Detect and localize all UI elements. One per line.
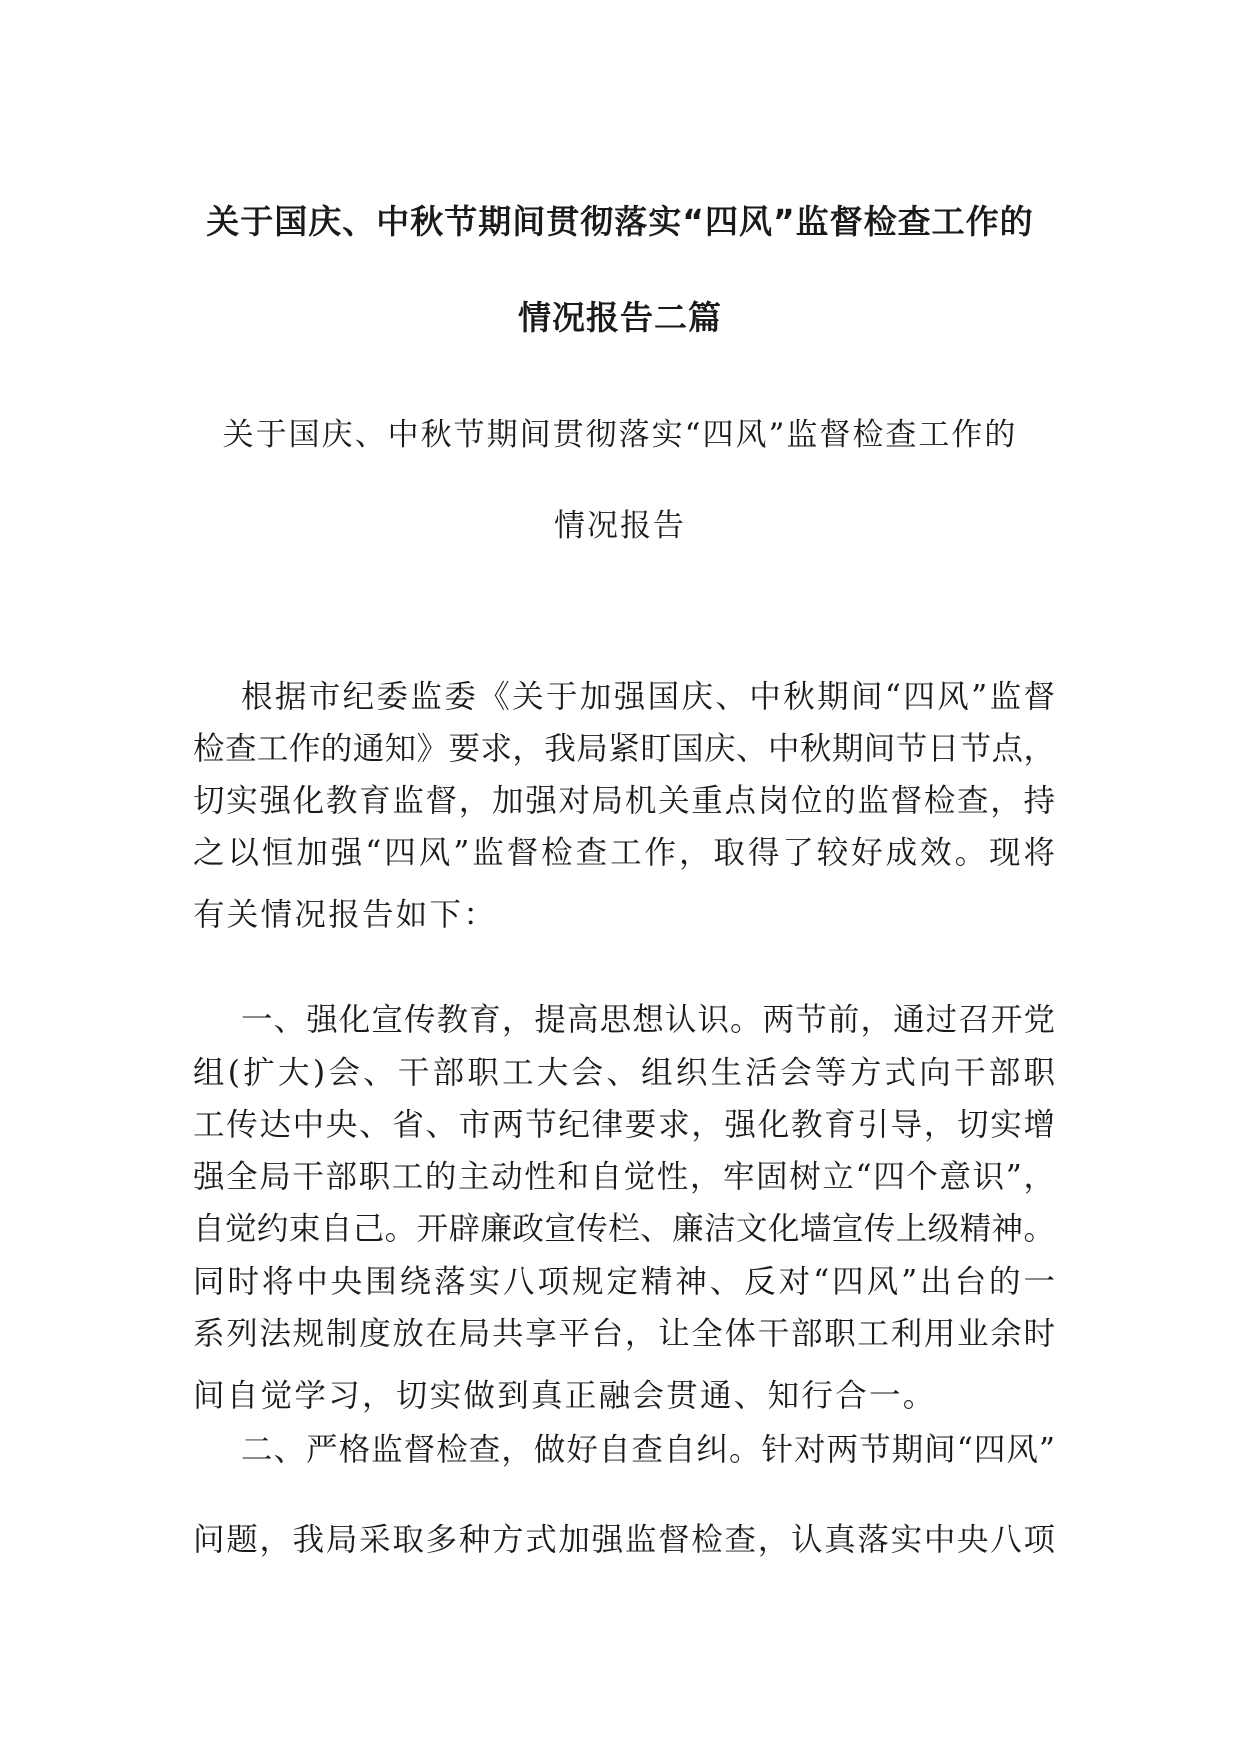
paragraph-2-line-8: 间自觉学习，切实做到真正融会贯通、知行合一。	[193, 1378, 937, 1414]
paragraph-1-line-5: 有关情况报告如下：	[193, 897, 498, 933]
paragraph-2-line-6: 同时将中央围绕落实八项规定精神、反对“四风”出台的一	[193, 1264, 1055, 1300]
paragraph-2-line-3: 工传达中央、省、市两节纪律要求，强化教育引导，切实增	[193, 1107, 1055, 1143]
paragraph-2-line-1: 一、强化宣传教育，提高思想认识。两节前，通过召开党	[241, 1002, 1055, 1038]
paragraph-2-line-5: 自觉约束自己。开辟廉政宣传栏、廉洁文化墙宣传上级精神。	[193, 1211, 1055, 1247]
paragraph-1-line-2: 检查工作的通知》要求，我局紧盯国庆、中秋期间节日节点，	[193, 731, 1055, 767]
paragraph-1-line-1: 根据市纪委监委《关于加强国庆、中秋期间“四风”监督	[241, 679, 1055, 715]
paragraph-3-line-2: 问题，我局采取多种方式加强监督检查，认真落实中央八项	[193, 1522, 1055, 1558]
paragraph-1-line-4: 之以恒加强“四风”监督检查工作，取得了较好成效。现将	[193, 835, 1055, 871]
paragraph-1-line-3: 切实强化教育监督，加强对局机关重点岗位的监督检查，持	[193, 783, 1055, 819]
main-title-line-1: 关于国庆、中秋节期间贯彻落实“四风”监督检查工作的	[206, 202, 1034, 241]
paragraph-2-line-4: 强全局干部职工的主动性和自觉性，牢固树立“四个意识”，	[193, 1159, 1055, 1195]
paragraph-3-line-1: 二、严格监督检查，做好自查自纠。针对两节期间“四风”	[241, 1432, 1055, 1468]
sub-title-line-2: 情况报告	[554, 508, 686, 544]
sub-title-line-1: 关于国庆、中秋节期间贯彻落实“四风”监督检查工作的	[222, 417, 1018, 453]
paragraph-2-line-2: 组(扩大)会、干部职工大会、组织生活会等方式向干部职	[193, 1055, 1055, 1091]
main-title-line-2: 情况报告二篇	[518, 298, 722, 337]
paragraph-2-line-7: 系列法规制度放在局共享平台，让全体干部职工利用业余时	[193, 1316, 1055, 1352]
